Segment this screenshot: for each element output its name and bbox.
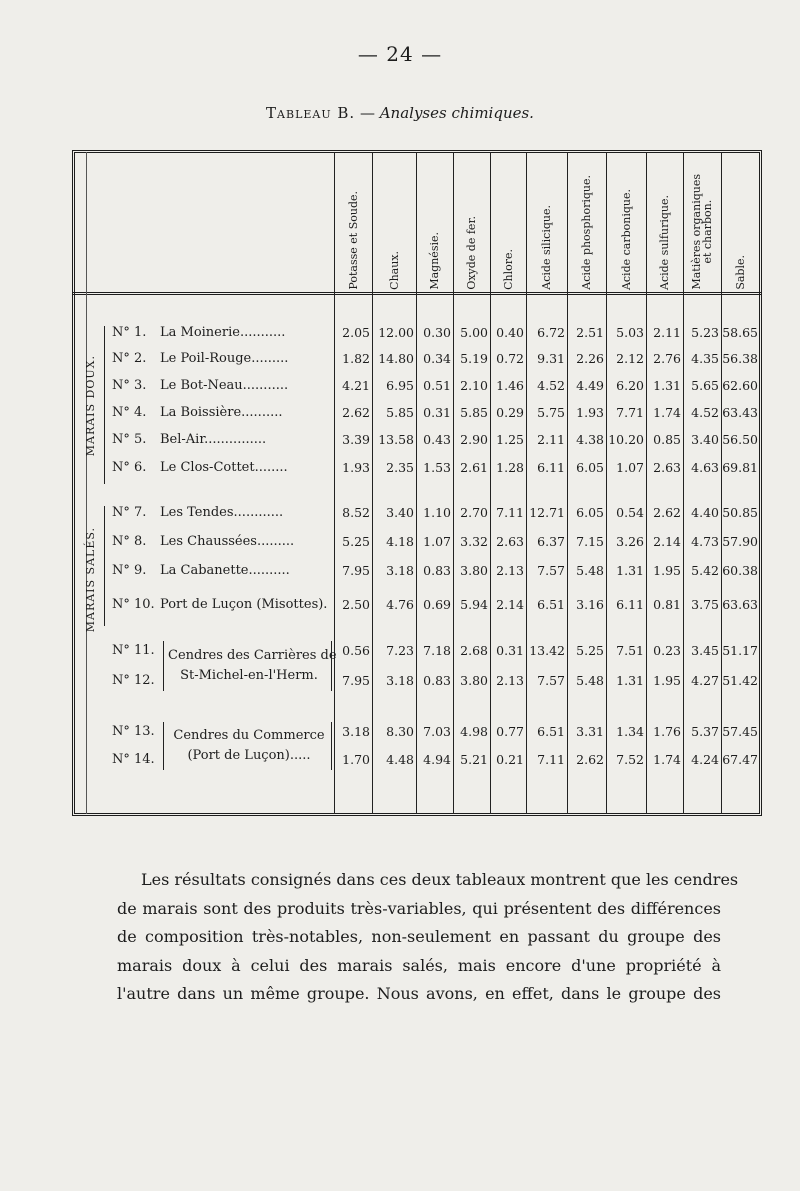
table-cell: 6.11 [537,460,565,475]
table-cell: 69.81 [722,460,758,475]
row-name: La Cabanette.......... [160,563,290,578]
body-paragraph [117,866,739,1009]
table-cell: 2.12 [616,351,644,366]
table-cell: 7.95 [342,563,370,578]
row-name: Le Bot-Neau........... [160,378,289,393]
table-cell: 3.18 [342,724,370,739]
ash-group-line: Cendres des Carrières de [168,648,337,663]
table-cell: 4.49 [576,378,604,393]
row-number: N° 12. [112,673,155,688]
group-label-marais-sales: MARAIS SALÉS. [84,527,97,633]
header-rule [72,292,762,295]
column-header [721,158,760,290]
table-title-prefix: Tableau B. [266,104,356,122]
table-cell: 0.23 [653,643,681,658]
group-label-marais-doux: MARAIS DOUX. [84,355,97,457]
table-cell: 4.40 [691,505,719,520]
column-header-text: Matières organiques et charbon. [690,174,714,290]
column-header-text: Acide sulfurique. [658,195,671,290]
ash-group-name [168,726,330,766]
column-header-text: Magnésie. [428,232,441,290]
paragraph-line: marais doux à celui des marais salés, mais encore d'une propriété à [117,955,721,975]
table-cell: 0.43 [423,432,451,447]
table-cell: 5.65 [691,378,719,393]
row-name: Port de Luçon (Misottes). [160,597,328,612]
table-cell: 2.68 [460,643,488,658]
table-cell: 2.10 [460,378,488,393]
table-cell: 10.20 [608,432,644,447]
table-cell: 1.82 [342,351,370,366]
table-cell: 0.54 [616,505,644,520]
row-number: N° 6. [112,460,147,475]
row-name: Le Clos-Cottet........ [160,460,288,475]
ash-group-line: Cendres du Commerce [173,728,325,743]
table-cell: 5.19 [460,351,488,366]
table-cell: 1.93 [342,460,370,475]
table-cell: 51.17 [722,643,758,658]
table-cell: 51.42 [722,673,758,688]
column-header-text: Chlore. [501,249,515,290]
table-cell: 0.77 [496,724,524,739]
table-cell: 7.03 [423,724,451,739]
row-number: N° 5. [112,432,147,447]
table-cell: 0.34 [423,351,451,366]
paragraph-line: l'autre dans un même groupe. Nous avons, en effet, dans le groupe des [117,984,721,1003]
table-cell: 1.34 [616,724,644,739]
table-cell: 0.51 [423,378,451,393]
column-header [416,158,453,290]
table-cell: 1.74 [653,405,681,420]
table-cell: 0.56 [342,643,370,658]
table-cell: 1.46 [496,378,524,393]
table-cell: 2.11 [653,325,681,340]
table-cell: 4.73 [691,534,719,549]
table-cell: 57.90 [722,534,758,549]
table-title [0,104,800,122]
table-cell: 4.38 [576,432,604,447]
column-header [567,158,606,290]
table-cell: 12.00 [378,325,414,340]
table-cell: 7.18 [423,643,451,658]
table-cell: 6.20 [616,378,644,393]
ash-brace-left [163,722,164,770]
table-cell: 4.94 [423,752,451,767]
table-cell: 60.38 [722,563,758,578]
table-cell: 1.74 [653,752,681,767]
table-cell: 5.42 [691,563,719,578]
row-name: La Moinerie........... [160,325,286,340]
table-cell: 7.71 [616,405,644,420]
table-cell: 2.51 [576,325,604,340]
ash-brace-right [331,722,332,770]
table-cell: 0.30 [423,325,451,340]
table-cell: 14.80 [378,351,414,366]
table-cell: 7.11 [537,752,565,767]
ash-group-line: St-Michel-en-l'Herm. [180,668,318,683]
table-cell: 2.05 [342,325,370,340]
column-header-text: Oxyde de fer. [465,216,478,290]
row-number: N° 4. [112,405,147,420]
table-cell: 1.95 [653,673,681,688]
table-cell: 3.18 [386,673,414,688]
table-cell: 3.75 [691,597,719,612]
table-cell: 2.13 [496,563,524,578]
table-cell: 5.21 [460,752,488,767]
table-cell: 7.57 [537,673,565,688]
table-cell: 50.85 [722,505,758,520]
table-cell: 0.85 [653,432,681,447]
table-cell: 5.48 [576,673,604,688]
table-title-subtitle: Analyses chimiques. [379,104,534,122]
table-cell: 1.25 [496,432,524,447]
table-cell: 5.85 [386,405,414,420]
table-cell: 5.00 [460,325,488,340]
table-cell: 3.80 [460,673,488,688]
table-cell: 2.14 [653,534,681,549]
table-cell: 57.45 [722,724,758,739]
row-name: La Boissière.......... [160,405,283,420]
table-cell: 6.95 [386,378,414,393]
column-header-text: Sable. [734,255,747,290]
table-cell: 58.65 [722,325,758,340]
table-cell: 2.70 [460,505,488,520]
table-cell: 7.52 [616,752,644,767]
table-cell: 0.31 [423,405,451,420]
group-brace [104,326,105,484]
table-cell: 4.48 [386,752,414,767]
table-cell: 3.40 [386,505,414,520]
table-cell: 0.83 [423,673,451,688]
table-title-dash: — [355,104,380,122]
table-cell: 2.62 [653,505,681,520]
table-cell: 2.13 [496,673,524,688]
row-name: Les Chaussées......... [160,534,295,549]
column-header-text: Acide silicique. [540,205,553,290]
column-header [490,158,526,290]
table-cell: 6.11 [616,597,644,612]
table-cell: 2.35 [386,460,414,475]
table-cell: 2.50 [342,597,370,612]
table-cell: 2.26 [576,351,604,366]
table-cell: 6.05 [576,505,604,520]
table-cell: 3.31 [576,724,604,739]
table-cell: 3.45 [691,643,719,658]
table-cell: 1.28 [496,460,524,475]
row-number: N° 10. [112,597,155,612]
table-cell: 3.32 [460,534,488,549]
table-cell: 0.29 [496,405,524,420]
table-cell: 5.25 [576,643,604,658]
table-cell: 2.63 [496,534,524,549]
table-cell: 6.51 [537,597,565,612]
table-cell: 2.11 [537,432,565,447]
table-cell: 5.75 [537,405,565,420]
column-header-text: Chaux. [387,251,401,290]
table-cell: 1.31 [653,378,681,393]
table-cell: 4.52 [537,378,565,393]
table-cell: 4.35 [691,351,719,366]
table-cell: 13.42 [529,643,565,658]
table-cell: 8.52 [342,505,370,520]
table-cell: 0.81 [653,597,681,612]
row-number: N° 9. [112,563,147,578]
table-cell: 7.15 [576,534,604,549]
table-cell: 3.39 [342,432,370,447]
table-cell: 0.21 [496,752,524,767]
group-brace [104,506,105,626]
column-header [683,158,721,290]
row-number: N° 7. [112,505,147,520]
table-cell: 0.40 [496,325,524,340]
table-cell: 0.69 [423,597,451,612]
table-cell: 7.51 [616,643,644,658]
table-cell: 4.63 [691,460,719,475]
paragraph-line: Les résultats consignés dans ces deux tableaux montrent que les cendres [141,870,739,889]
table-cell: 1.76 [653,724,681,739]
table-cell: 8.30 [386,724,414,739]
table-cell: 4.18 [386,534,414,549]
table-cell: 6.51 [537,724,565,739]
column-header [334,158,372,290]
table-cell: 2.62 [576,752,604,767]
table-cell: 56.38 [722,351,758,366]
table-cell: 4.76 [386,597,414,612]
table-cell: 3.40 [691,432,719,447]
column-header [372,158,416,290]
paragraph-line: de composition très-notables, non-seulement en passant du groupe des [117,927,721,946]
table-cell: 5.03 [616,325,644,340]
column-header-text: Acide phosphorique. [580,175,593,290]
row-name: Bel-Air............... [160,432,267,447]
label-column-divider [86,152,87,814]
table-cell: 3.16 [576,597,604,612]
table-cell: 56.50 [722,432,758,447]
table-cell: 3.80 [460,563,488,578]
table-cell: 2.90 [460,432,488,447]
table-cell: 5.23 [691,325,719,340]
table-cell: 2.63 [653,460,681,475]
table-cell: 13.58 [378,432,414,447]
table-cell: 0.83 [423,563,451,578]
table-cell: 5.48 [576,563,604,578]
row-number: N° 11. [112,643,155,658]
column-header-text: Potasse et Soude. [346,191,360,290]
table-cell: 1.07 [423,534,451,549]
table-cell: 2.14 [496,597,524,612]
table-cell: 0.31 [496,643,524,658]
column-header [453,158,490,290]
column-header-text: Acide carbonique. [619,188,633,290]
table-cell: 6.72 [537,325,565,340]
ash-group-line: (Port de Luçon)..... [187,748,311,763]
column-header [606,158,646,290]
table-cell: 4.21 [342,378,370,393]
row-number: N° 14. [112,752,155,767]
table-cell: 9.31 [537,351,565,366]
ash-brace-right [331,641,332,691]
table-cell: 12.71 [529,505,565,520]
table-cell: 4.52 [691,405,719,420]
table-cell: 63.43 [722,405,758,420]
table-cell: 3.18 [386,563,414,578]
table-cell: 1.31 [616,673,644,688]
row-name: Le Poil-Rouge......... [160,351,289,366]
paragraph-line: de marais sont des produits très-variables, qui présentent des différences [117,898,721,918]
table-cell: 62.60 [722,378,758,393]
table-cell: 67.47 [722,752,758,767]
table-cell: 2.61 [460,460,488,475]
table-cell: 2.76 [653,351,681,366]
table-cell: 0.72 [496,351,524,366]
row-number: N° 2. [112,351,147,366]
table-cell: 7.57 [537,563,565,578]
row-number: N° 1. [112,325,147,340]
table-cell: 2.62 [342,405,370,420]
table-cell: 1.95 [653,563,681,578]
table-cell: 1.93 [576,405,604,420]
table-cell: 5.85 [460,405,488,420]
row-number: N° 8. [112,534,147,549]
table-cell: 3.26 [616,534,644,549]
table-cell: 63.63 [722,597,758,612]
table-cell: 1.31 [616,563,644,578]
table-cell: 1.53 [423,460,451,475]
page-number: — 24 — [357,42,443,66]
table-cell: 7.23 [386,643,414,658]
table-cell: 7.95 [342,673,370,688]
table-cell: 4.24 [691,752,719,767]
table-cell: 4.27 [691,673,719,688]
table-cell: 6.05 [576,460,604,475]
table-cell: 5.94 [460,597,488,612]
column-header [526,158,567,290]
table-cell: 5.25 [342,534,370,549]
table-cell: 1.07 [616,460,644,475]
ash-group-name [168,646,337,686]
ash-brace-left [163,641,164,691]
row-number: N° 3. [112,378,147,393]
row-number: N° 13. [112,724,155,739]
table-cell: 1.70 [342,752,370,767]
column-header [646,158,683,290]
table-cell: 1.10 [423,505,451,520]
table-cell: 5.37 [691,724,719,739]
table-cell: 6.37 [537,534,565,549]
table-cell: 4.98 [460,724,488,739]
row-name: Les Tendes............ [160,505,284,520]
table-cell: 7.11 [496,505,524,520]
